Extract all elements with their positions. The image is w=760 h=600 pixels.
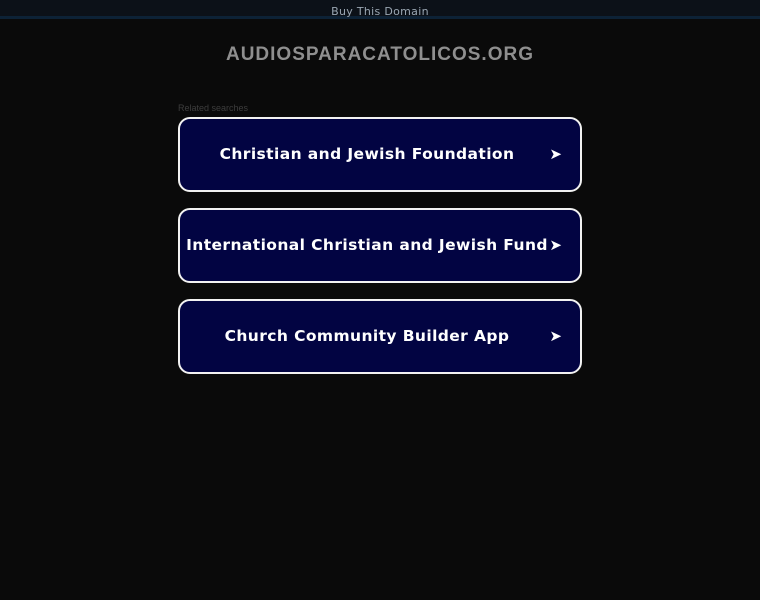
related-link-label: Christian and Jewish Foundation bbox=[219, 145, 515, 163]
buy-domain-link[interactable]: Buy This Domain bbox=[331, 5, 429, 18]
arrow-right-icon: ➤ bbox=[549, 236, 562, 254]
related-link-christian-jewish-foundation[interactable] bbox=[178, 117, 582, 192]
domain-title: AUDIOSPARACATOLICOS.ORG bbox=[225, 44, 534, 65]
related-link-label: International Christian and Jewish Fund bbox=[186, 236, 548, 254]
top-bar bbox=[0, 0, 760, 19]
arrow-right-icon: ➤ bbox=[549, 145, 562, 163]
related-link-international-christian-jewish-fund[interactable] bbox=[178, 208, 582, 283]
related-link-label: Church Community Builder App bbox=[224, 327, 510, 345]
related-links-list bbox=[178, 117, 582, 390]
related-searches-label: Related searches bbox=[178, 103, 249, 113]
arrow-right-icon: ➤ bbox=[549, 327, 562, 345]
related-link-church-community-builder-app[interactable] bbox=[178, 299, 582, 374]
